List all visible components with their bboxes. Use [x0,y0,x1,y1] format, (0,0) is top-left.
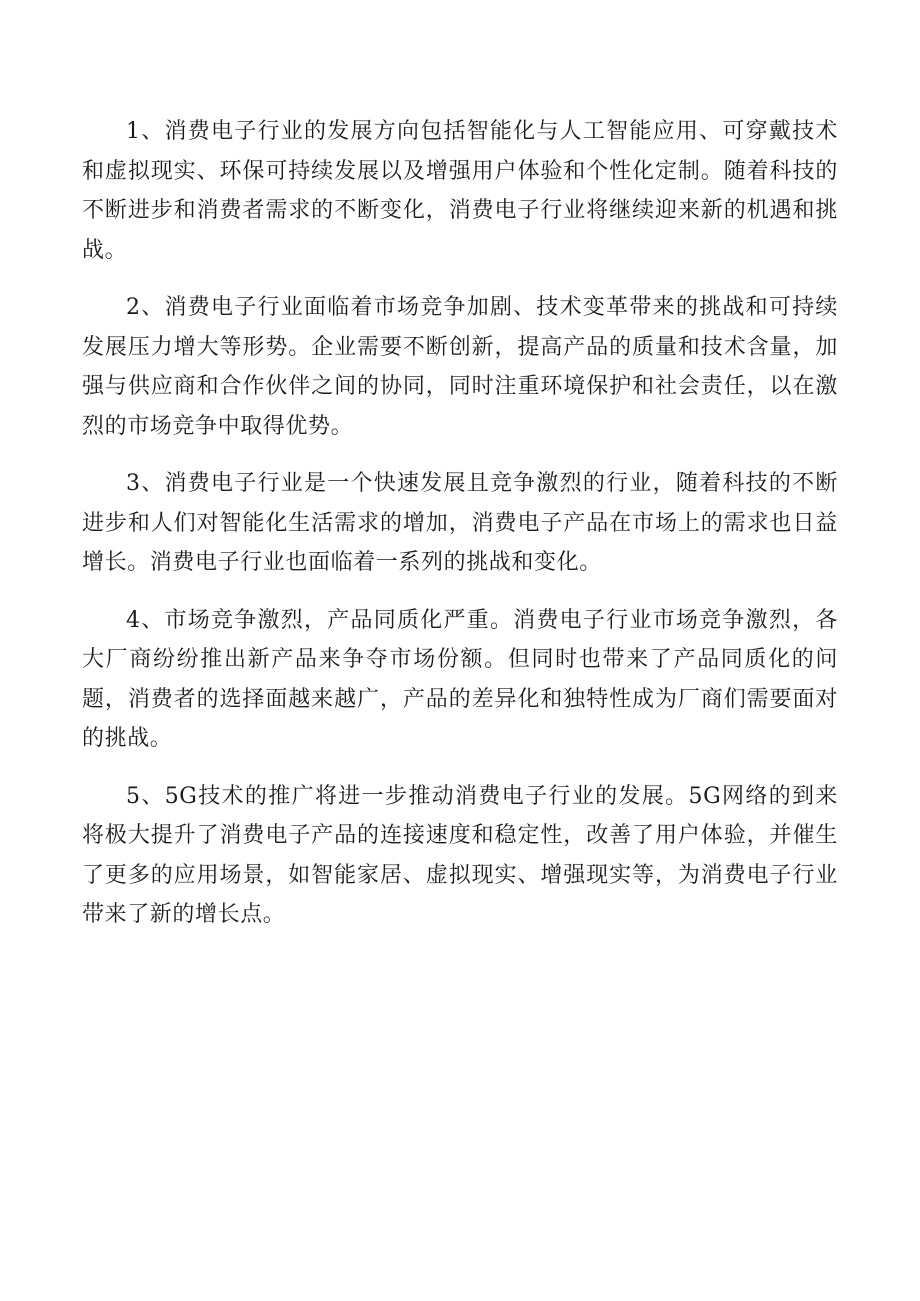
paragraph-4: 4、市场竞争激烈，产品同质化严重。消费电子行业市场竞争激烈，各大厂商纷纷推出新产品来争夺市场份额。但同时也带来了产品同质化的问题，消费者的选择面越来越广，产品的差异化和独特性成为厂商们需要面对的挑战。 [82,607,838,751]
paragraph-3: 3、消费电子行业是一个快速发展且竞争激烈的行业，随着科技的不断进步和人们对智能化生活需求的增加，消费电子产品在市场上的需求也日益增长。消费电子行业也面临着一系列的挑战和变化。 [82,471,838,575]
paragraph-5: 5、5G技术的推广将进一步推动消费电子行业的发展。5G网络的到来将极大提升了消费电子产品的连接速度和稳定性，改善了用户体验，并催生了更多的应用场景，如智能家居、虚拟现实、增强现实等，为消费电子行业带来了新的增长点。 [82,783,838,927]
paragraph-1: 1、消费电子行业的发展方向包括智能化与人工智能应用、可穿戴技术和虚拟现实、环保可持续发展以及增强用户体验和个性化定制。随着科技的不断进步和消费者需求的不断变化，消费电子行业将继续迎来新的机遇和挑战。 [82,119,838,263]
paragraph-2: 2、消费电子行业面临着市场竞争加剧、技术变革带来的挑战和可持续发展压力增大等形势。企业需要不断创新，提高产品的质量和技术含量，加强与供应商和合作伙伴之间的协同，同时注重环境保护和社会责任，以在激烈的市场竞争中取得优势。 [82,295,838,439]
